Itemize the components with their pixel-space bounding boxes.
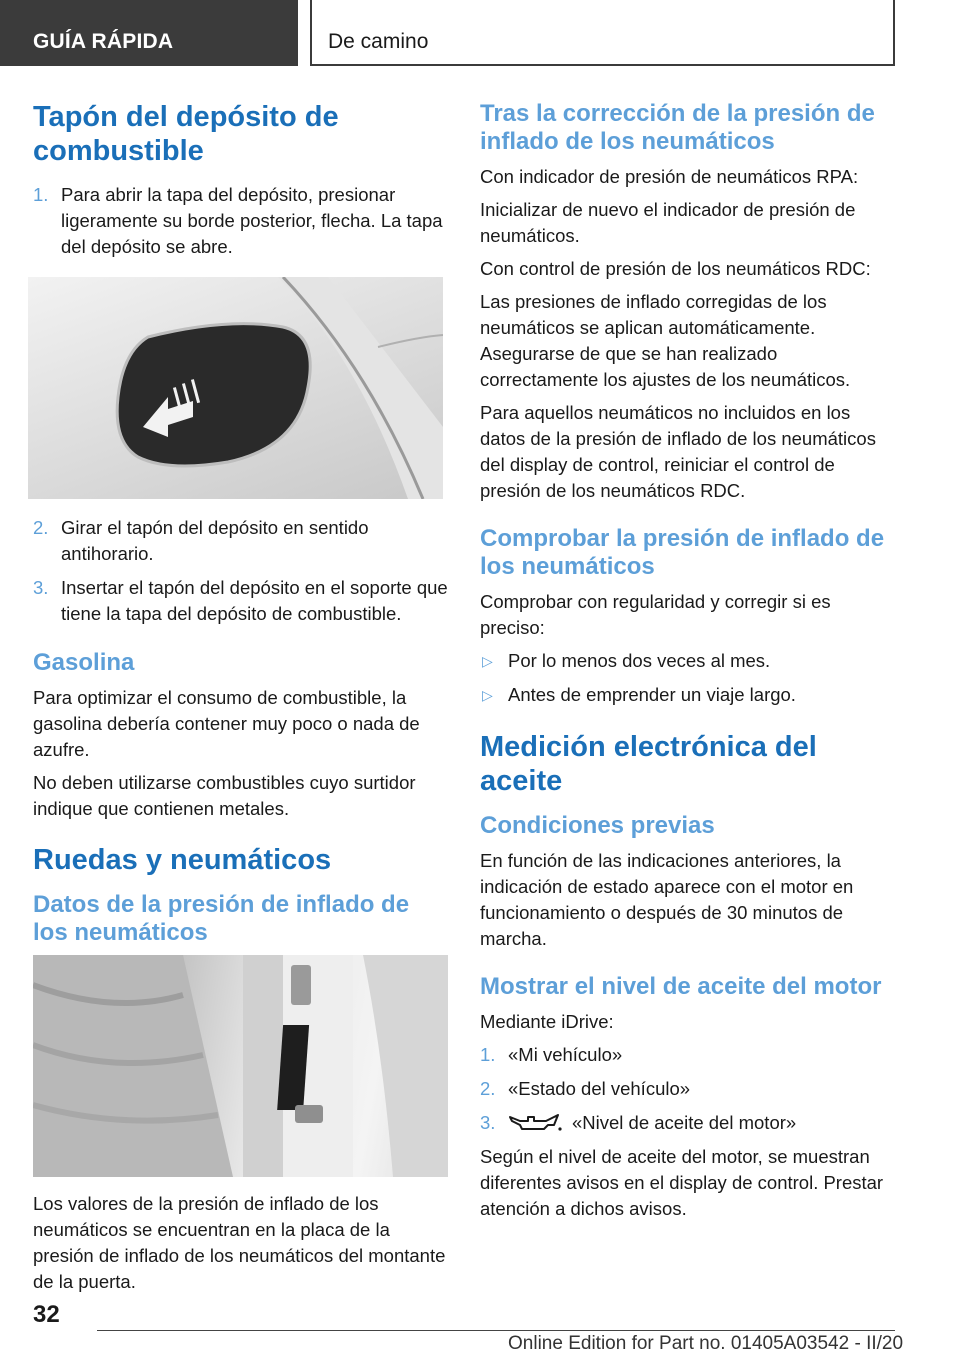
list-item [480,682,900,708]
check-pressure-list [480,648,900,708]
wheels-title: Ruedas y neumáticos [33,844,332,876]
fuel-cap-steps-cont [33,515,448,627]
page-header [0,0,960,66]
paragraph: Con indicador de presión de neumáticos RPA: [480,166,859,187]
paragraph: Para optimizar el consumo de combustible, la gasolina debería contener muy poco o nada de azufre. [33,687,420,760]
oil-can-icon [508,1111,564,1133]
list-item [480,1076,900,1102]
list-item [33,515,448,567]
chapter-label: De camino [328,30,429,53]
list-number: 1. [33,184,49,205]
list-item [33,182,448,260]
show-oil-level-title: Mostrar el nivel de aceite del motor [480,973,882,1000]
footer-divider [97,1330,895,1331]
paragraph: Inicializar de nuevo el indicador de presión de neumáticos. [480,199,856,246]
step-text: Insertar el tapón del depósito en el soporte que tiene la tapa del depósito de combustible. [61,577,448,624]
bullet-icon: ▷ [482,653,493,669]
list-item [480,1110,900,1136]
section-tab [0,0,298,66]
step-text: «Nivel de aceite del motor» [572,1112,797,1133]
after-correction-title: Tras la corrección de la presión de inflado de los neumáticos [480,100,875,155]
check-pressure-title: Comprobar la presión de inflado de los neumáticos [480,525,885,580]
list-item [33,575,448,627]
oil-title: Medición electrónica del aceite [480,731,817,797]
fuel-flap-illustration [28,277,443,499]
list-item [480,1042,900,1068]
list-item [480,648,900,674]
paragraph: Las presiones de inflado corregidas de los neumáticos se aplican automáticamente. Asegurarse de que se han realizado correctamente los ajustes de los neumáticos. [480,291,851,390]
preconditions-title: Condiciones previas [480,812,715,839]
idrive-steps [480,1042,900,1136]
step-text: Girar el tapón del depósito en sentido antihorario. [61,517,369,564]
paragraph: Según el nivel de aceite del motor, se muestran diferentes avisos en el display de control. Prestar atención a dichos avisos. [480,1146,884,1219]
list-number: 3. [480,1112,496,1133]
edition-text: Online Edition for Part no. 01405A03542 - II/20 [508,1333,904,1354]
paragraph: Comprobar con regularidad y corregir si es preciso: [480,591,831,638]
door-pillar-illustration [33,955,448,1177]
step-text: «Estado del vehículo» [508,1078,691,1099]
paragraph: Con control de presión de los neumáticos RDC: [480,258,871,279]
paragraph: Mediante iDrive: [480,1011,614,1032]
bullet-text: Por lo menos dos veces al mes. [508,650,771,671]
fuel-cap-title: Tapón del depósito de combustible [33,101,339,167]
list-number: 1. [480,1044,496,1065]
paragraph: Para aquellos neumáticos no incluidos en los datos de la presión de inflado de los neumáticos del display de control, reiniciar el control de presión de los neumáticos RDC. [480,402,876,501]
door-pillar-photo [33,955,448,1177]
chapter-box [310,0,895,66]
list-number: 2. [33,517,49,538]
paragraph: Los valores de la presión de inflado de los neumáticos se encuentran en la placa de la presión de inflado de los neumáticos del montante de la puerta. [33,1193,446,1292]
paragraph: En función de las indicaciones anteriores, la indicación de estado aparece con el motor en funcionamiento o después de 30 minutos de marcha. [480,850,854,949]
list-number: 2. [480,1078,496,1099]
tire-pressure-data-title: Datos de la presión de inflado de los neumáticos [33,891,410,946]
fuel-cap-steps [33,182,448,260]
section-label: GUÍA RÁPIDA [33,30,174,53]
left-column [33,100,448,1302]
list-number: 3. [33,577,49,598]
page-number: 32 [33,1301,60,1328]
step-text: Para abrir la tapa del depósito, presionar ligeramente su borde posterior, flecha. La tapa del depósito se abre. [61,184,443,257]
bullet-icon: ▷ [482,687,493,703]
fuel-cap-photo [28,277,443,499]
gasoline-title: Gasolina [33,649,135,676]
step-text: «Mi vehículo» [508,1044,623,1065]
bullet-text: Antes de emprender un viaje largo. [508,684,796,705]
right-column [480,100,900,1229]
paragraph: No deben utilizarse combustibles cuyo surtidor indique que contienen metales. [33,772,416,819]
